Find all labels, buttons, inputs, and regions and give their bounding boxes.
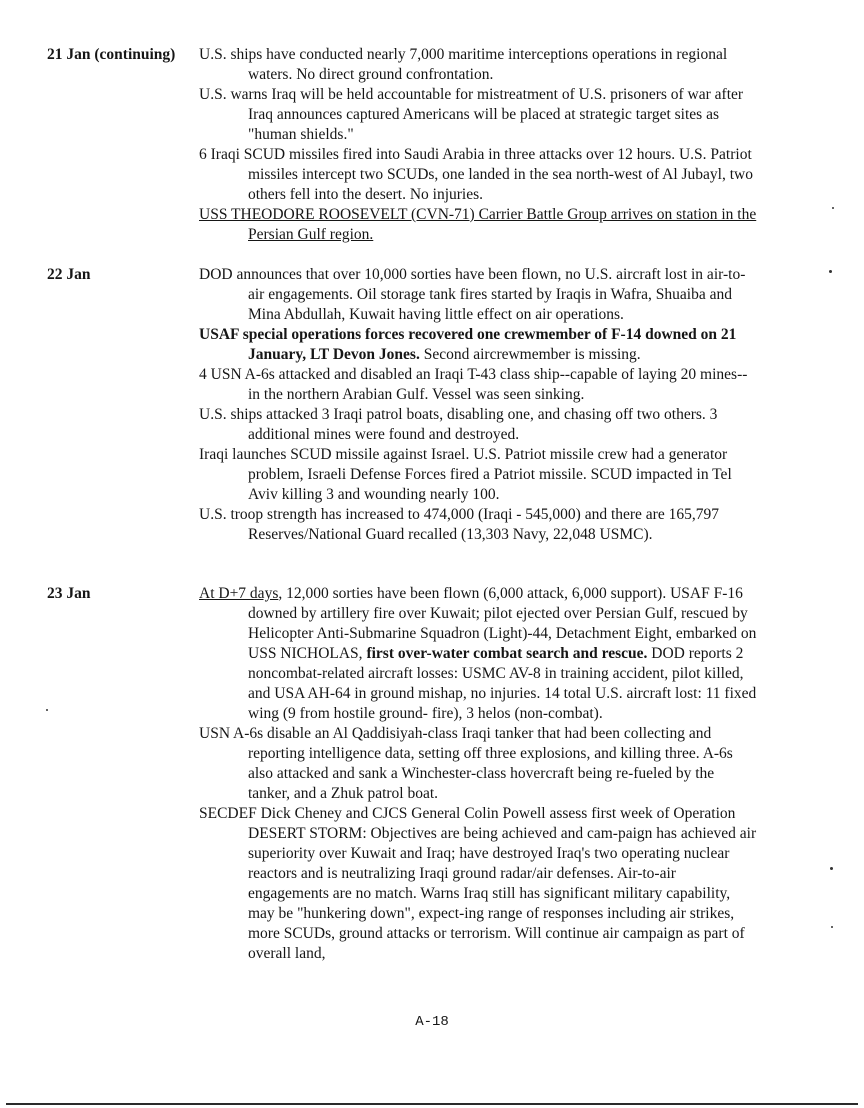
entry-d7-sorties bbox=[199, 584, 759, 724]
scan-speck bbox=[46, 709, 48, 711]
entry-list bbox=[199, 45, 759, 245]
underlined-text: At D+7 days bbox=[199, 585, 279, 602]
entry-patrol-boats: U.S. ships attacked 3 Iraqi patrol boats, disabling one, and chasing off two others. 3 additional mines were found and destroyed. bbox=[199, 406, 718, 443]
bottom-rule bbox=[6, 1103, 858, 1105]
entry-secdef-assessment: SECDEF Dick Cheney and CJCS General Colin Powell assess first week of Operation DESERT STORM: Objectives are being achieved and cam-paign has achieved air superiority over Kuwait and Iraq; have destroyed Iraq's two operating nuclear reactors and is neutralizing Iraqi ground radar/air defenses. Air-to-air engagements are no match. Warns Iraq still has significant military capability, may be "hunkering down", expect-ing range of responses including air strikes, more SCUDs, ground attacks or terrorism. Will continue air campaign as part of overall land, bbox=[199, 805, 757, 962]
entry-tanker-disabled: USN A-6s disable an Al Qaddisiyah-class Iraqi tanker that had been collecting and reporting intelligence data, setting off three explosions, and killing three. A-6s also attacked and sank a Winchester-class hovercraft being re-fueled by the tanker, and a Zhuk patrol boat. bbox=[199, 725, 733, 802]
text-part: DOD reports 2 noncombat-related aircraft losses: USMC AV-8 in training accident, pilot killed, and USA AH-64 in ground mishap, no injuries. 14 total U.S. aircraft lost: 11 fixed wing (9 from hostile ground- fire), 3 helos (non-combat). bbox=[248, 645, 757, 722]
entry-carrier-arrival: USS THEODORE ROOSEVELT (CVN-71) Carrier Battle Group arrives on station in the Persian Gulf region. bbox=[199, 206, 757, 243]
entry-scud-attacks: 6 Iraqi SCUD missiles fired into Saudi Arabia in three attacks over 12 hours. U.S. Patriot missiles intercept two SCUDs, one landed in the sea north-west of Al Jubayl, two others fell into the desert. No injuries. bbox=[199, 146, 753, 203]
entry-pow-warning: U.S. warns Iraq will be held accountable for mistreatment of U.S. prisoners of war after Iraq announces captured Americans will be placed at strategic target sites as "human shields." bbox=[199, 86, 744, 143]
entry-list bbox=[199, 265, 759, 545]
bold-text: USAF special operations forces recovered one crewmember of F-14 downed on 21 January, LT Devon Jones. bbox=[199, 326, 737, 363]
page-number: A-18 bbox=[415, 1014, 449, 1030]
scan-speck bbox=[831, 926, 833, 928]
entry-crewmember-recovered bbox=[199, 325, 759, 365]
entry-scud-israel: Iraqi launches SCUD missile against Israel. U.S. Patriot missile crew had a generator problem, Israeli Defense Forces fired a Patriot missile. SCUD impacted in Tel Aviv killing 3 and wounding nearly 100. bbox=[199, 446, 732, 503]
entry-sorties-flown: DOD announces that over 10,000 sorties have been flown, no U.S. aircraft lost in air-to-air engagements. Oil storage tank fires started by Iraqis in Wafra, Shuaiba and Mina Abdullah, Kuwait having little effect on air operations. bbox=[199, 266, 746, 323]
bold-text: first over-water combat search and rescue. bbox=[366, 645, 648, 662]
text-part: , 12,000 sorties have been flown (6,000 attack, 6,000 support). USAF F-16 downed by artillery fire over Kuwait; pilot ejected over Persian Gulf, rescued by Helicopter Anti-Submarine Squadron (Light)-44, Detachment Eight, embarked on USS NICHOLAS, bbox=[248, 585, 757, 662]
date-label: 21 Jan (continuing) bbox=[47, 46, 176, 63]
entry-list bbox=[199, 584, 759, 964]
scan-speck bbox=[832, 207, 834, 209]
date-label: 22 Jan bbox=[47, 266, 91, 283]
entry-a6-attack-ship: 4 USN A-6s attacked and disabled an Iraqi T-43 class ship--capable of laying 20 mines--in the northern Arabian Gulf. Vessel was seen sinking. bbox=[199, 366, 748, 403]
entry-troop-strength: U.S. troop strength has increased to 474,000 (Iraqi - 545,000) and there are 165,797 Reserves/National Guard recalled (13,303 Navy, 22,048 USMC). bbox=[199, 506, 719, 543]
scan-speck bbox=[829, 270, 832, 273]
entry-maritime-interceptions: U.S. ships have conducted nearly 7,000 maritime interceptions operations in regional waters. No direct ground confrontation. bbox=[199, 46, 728, 83]
date-label: 23 Jan bbox=[47, 585, 91, 602]
scan-speck bbox=[830, 867, 833, 870]
regular-text: Second aircrewmember is missing. bbox=[423, 346, 641, 363]
